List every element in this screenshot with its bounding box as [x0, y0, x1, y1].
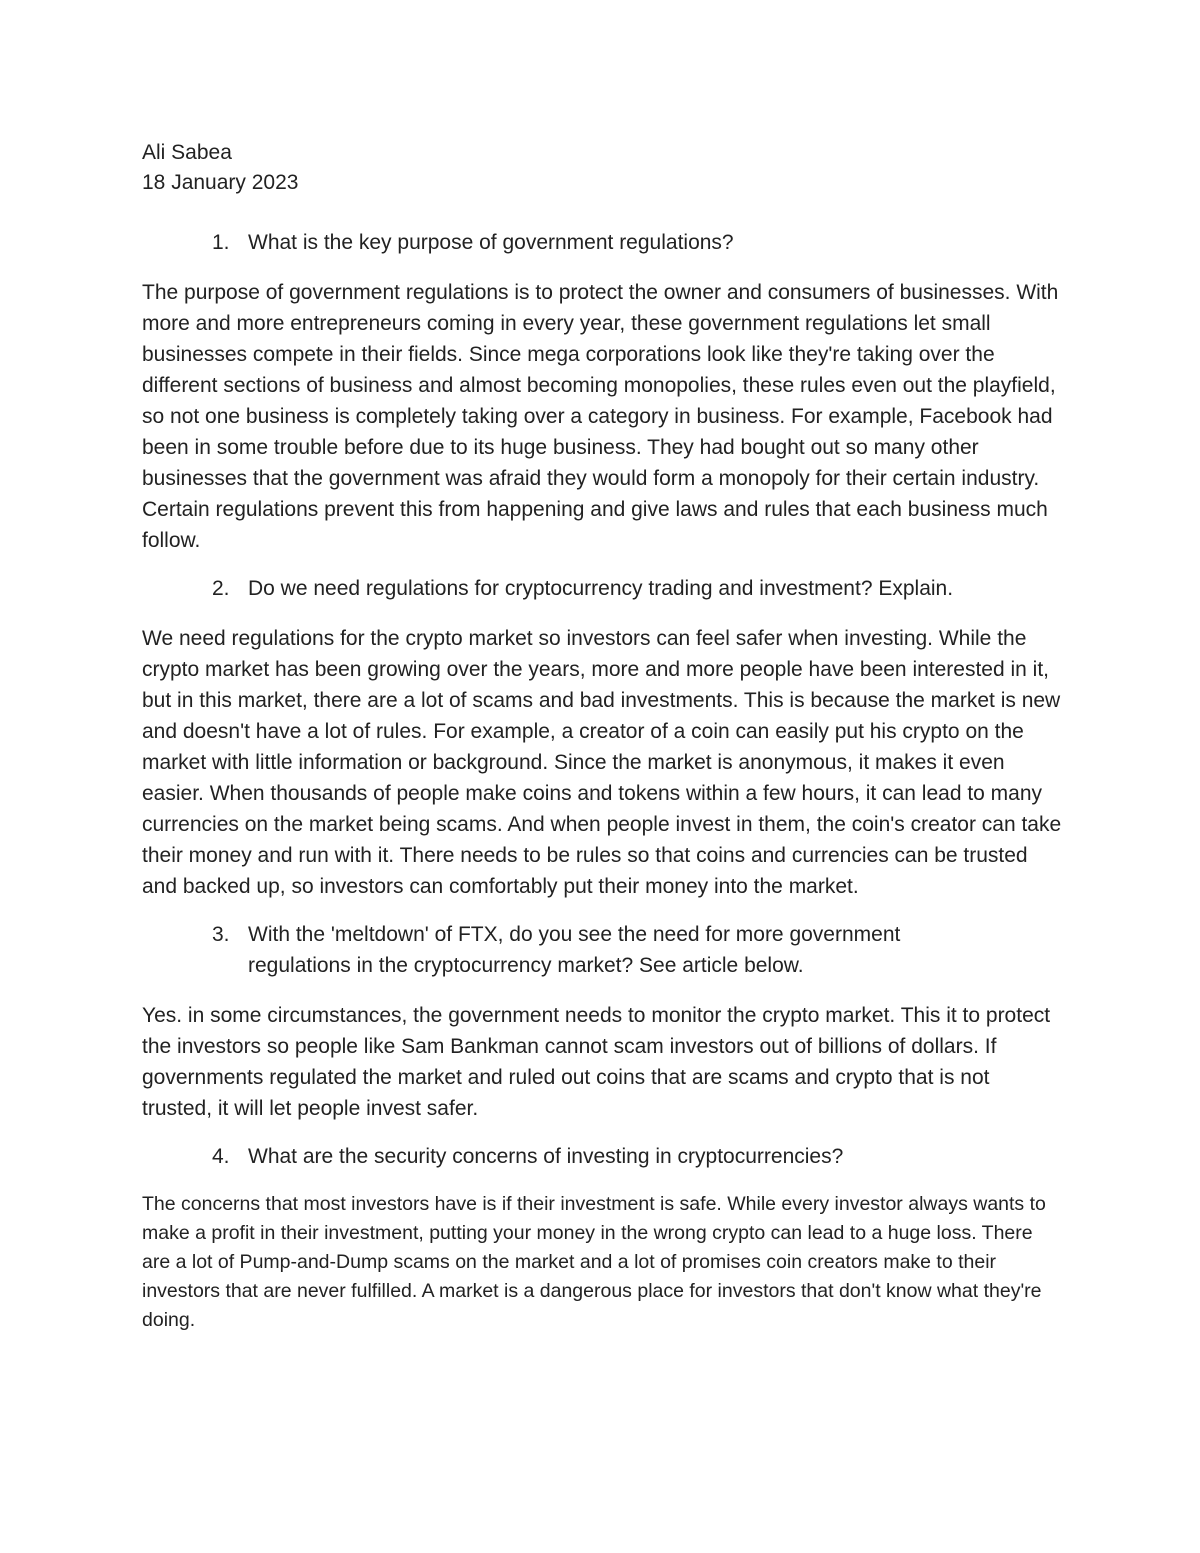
document-body: [142, 138, 1072, 1335]
question-2: [142, 573, 1072, 604]
document-header: [142, 138, 1072, 198]
question-1: [142, 227, 1072, 258]
question-number: 1.: [212, 231, 230, 254]
question-text: What is the key purpose of government regulations?: [248, 231, 734, 254]
question-3: [142, 919, 1072, 981]
answer-4: The concerns that most investors have is if their investment is safe. While every investor always wants to make a profit in their investment, putting your money in the wrong crypto can lead to a huge loss. There are a lot of Pump-and-Dump scams on the market and a lot of promises coin creators make to their investors that are never fulfilled. A market is a dangerous place for investors that don't know what they're doing.: [142, 1193, 1046, 1331]
document-date: 18 January 2023: [142, 171, 299, 194]
answer-1: The purpose of government regulations is to protect the owner and consumers of businesses. With more and more entrepreneurs coming in every year, these government regulations let small businesses compete in their fields. Since mega corporations look like they're taking over the different sections of business and almost becoming monopolies, these rules even out the playfield, so not one business is completely taking over a category in business. For example, Facebook had been in some trouble before due to its huge business. They had bought out so many other businesses that the government was afraid they would form a monopoly for their certain industry. Certain regulations prevent this from happening and give laws and rules that each business much follow.: [142, 281, 1059, 552]
answer-2: We need regulations for the crypto market so investors can feel safer when investing. While the crypto market has been growing over the years, more and more people have been interested in it, but in this market, there are a lot of scams and bad investments. This is because the market is new and doesn't have a lot of rules. For example, a creator of a coin can easily put his crypto on the market with little information or background. Since the market is anonymous, it makes it even easier. When thousands of people make coins and tokens within a few hours, it can lead to many currencies on the market being scams. And when people invest in them, the coin's creator can take their money and run with it. There needs to be rules so that coins and currencies can be trusted and backed up, so investors can comfortably put their money into the market.: [142, 627, 1062, 898]
question-text: With the 'meltdown' of FTX, do you see the need for more government regulations in the cryptocurrency market? See article below.: [248, 923, 901, 977]
question-number: 4.: [212, 1145, 230, 1168]
question-text: Do we need regulations for cryptocurrency trading and investment? Explain.: [248, 577, 954, 600]
author-name: Ali Sabea: [142, 141, 232, 164]
question-text: What are the security concerns of investing in cryptocurrencies?: [248, 1145, 844, 1168]
question-number: 2.: [212, 577, 230, 600]
answer-3: Yes. in some circumstances, the government needs to monitor the crypto market. This it to protect the investors so people like Sam Bankman cannot scam investors out of billions of dollars. If governments regulated the market and ruled out coins that are scams and crypto that is not trusted, it will let people invest safer.: [142, 1004, 1051, 1120]
question-4: [142, 1141, 1072, 1172]
question-number: 3.: [212, 923, 230, 946]
